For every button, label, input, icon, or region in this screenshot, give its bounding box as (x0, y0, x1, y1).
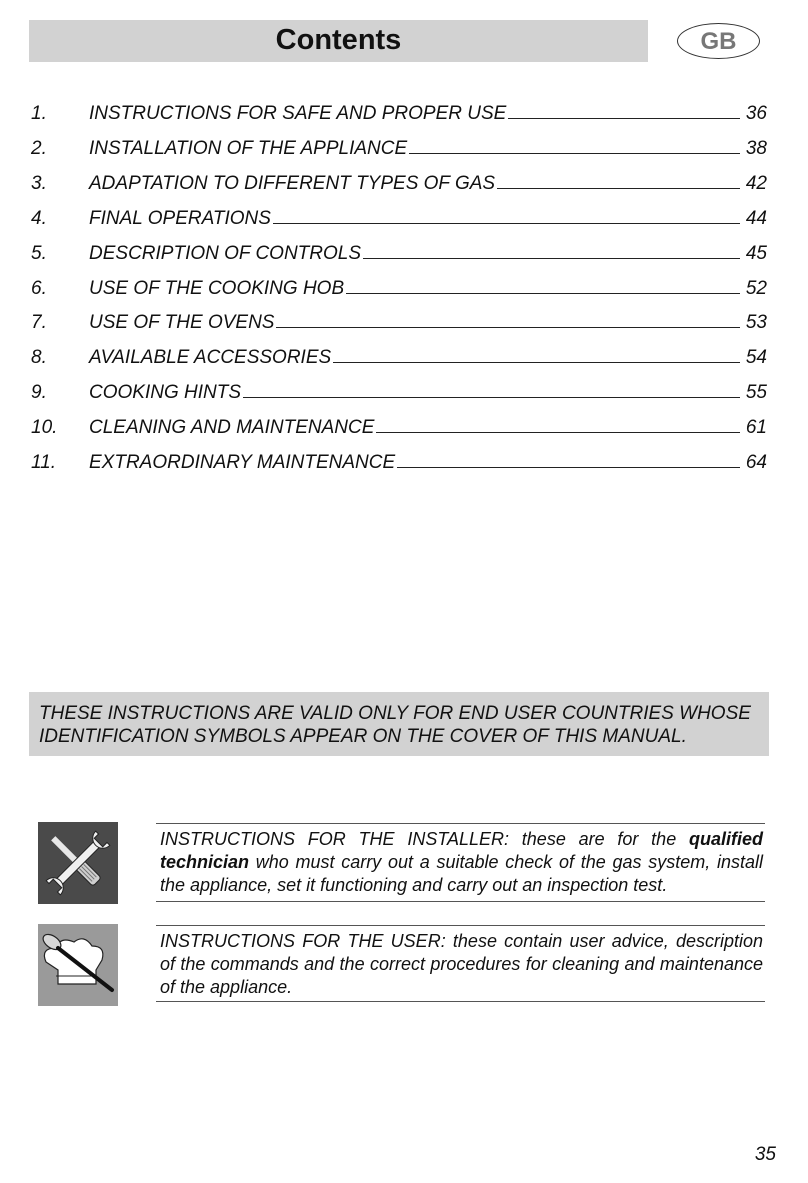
validity-notice: THESE INSTRUCTIONS ARE VALID ONLY FOR END USER COUNTRIES WHOSE IDENTIFICATION SYMBOLS APPEAR ON THE COVER OF THIS MANUAL. (29, 692, 769, 756)
toc-entry-body (89, 340, 767, 375)
toc-entry-number: 11. (31, 452, 57, 473)
toc-entry-body (89, 271, 767, 306)
toc-entry-page: 36 (745, 103, 767, 124)
installer-text-rest: who must carry out a suitable check of the gas system, install the appliance, set it functioning and carry out an inspection test. (160, 852, 763, 895)
wrench-screwdriver-icon (38, 822, 118, 904)
toc-leader-line (508, 96, 740, 119)
toc-entry (0, 340, 808, 375)
toc-entry-body (89, 96, 767, 131)
toc-entry-page: 45 (745, 242, 767, 264)
language-badge: GB (677, 23, 760, 59)
toc-entry-page: 53 (745, 312, 767, 334)
toc-leader-line (363, 236, 740, 259)
toc-leader-line (276, 305, 739, 328)
toc-entry-number: 9. (31, 382, 47, 404)
toc-entry-body (89, 131, 767, 166)
toc-entry (0, 410, 808, 445)
toc-entry (0, 445, 808, 480)
toc-entry-title: USE OF THE OVENS (89, 312, 275, 334)
toc-entry (0, 305, 808, 340)
toc-entry-number: 3. (31, 172, 47, 194)
toc-entry (0, 271, 808, 306)
toc-entry-title: AVAILABLE ACCESSORIES (89, 347, 332, 369)
toc-leader-line (243, 375, 740, 398)
toc-entry (0, 96, 808, 131)
toc-entry (0, 166, 808, 201)
toc-entry-title: EXTRAORDINARY MAINTENANCE (89, 452, 396, 473)
toc-entry-body (89, 166, 767, 201)
toc-entry (0, 131, 808, 166)
toc-entry-title: DESCRIPTION OF CONTROLS (89, 242, 362, 264)
toc-entry-page: 55 (745, 382, 767, 404)
toc-entry-number: 10. (31, 417, 58, 439)
toc-entry-title: FINAL OPERATIONS (89, 207, 271, 229)
toc-entry-body (89, 445, 767, 480)
toc-entry (0, 236, 808, 271)
toc-entry-number: 1. (31, 103, 47, 124)
toc-entry-title: CLEANING AND MAINTENANCE (89, 417, 375, 439)
toc-leader-line (273, 201, 740, 224)
installer-text-intro: INSTRUCTIONS FOR THE INSTALLER: these are for the (160, 829, 689, 849)
toc-entry-body (89, 201, 767, 236)
toc-entry (0, 375, 808, 410)
toc-entry-page: 64 (745, 452, 767, 473)
toc-entry-number: 7. (31, 312, 47, 334)
toc-entry-page: 42 (745, 172, 767, 194)
user-instructions: INSTRUCTIONS FOR THE USER: these contain user advice, description of the commands and the correct procedures for cleaning and maintenance of the appliance. (156, 925, 765, 1002)
installer-text-bold: qualified technician (160, 829, 763, 872)
toc-entry-page: 52 (745, 277, 767, 299)
toc-entry (0, 201, 808, 236)
toc-entry-title: USE OF THE COOKING HOB (89, 277, 345, 299)
toc-entry-body (89, 375, 767, 410)
toc-leader-line (409, 131, 740, 154)
toc-entry-page: 38 (745, 137, 767, 159)
toc-leader-line (333, 340, 740, 363)
installer-instructions (156, 823, 765, 902)
contents-header-bar (29, 20, 648, 62)
toc-entry-title: ADAPTATION TO DIFFERENT TYPES OF GAS (89, 172, 496, 194)
toc-entry-page: 54 (745, 347, 767, 369)
toc-entry-body (89, 236, 767, 271)
toc-leader-line (497, 166, 740, 189)
toc-leader-line (346, 271, 740, 294)
toc-entry-number: 5. (31, 242, 47, 264)
toc-entry-title: INSTRUCTIONS FOR SAFE AND PROPER USE (89, 103, 507, 124)
toc-entry-page: 44 (745, 207, 767, 229)
toc-entry-body (89, 305, 767, 340)
toc-entry-body (89, 410, 767, 445)
toc-entry-title: COOKING HINTS (89, 382, 242, 404)
page-title: Contents (275, 24, 402, 56)
toc-entry-number: 2. (31, 137, 47, 159)
toc-entry-number: 8. (31, 347, 47, 369)
toc-entry-number: 6. (31, 277, 47, 299)
toc-leader-line (397, 445, 740, 468)
page-number: 35 (754, 1144, 776, 1165)
toc-entry-page: 61 (745, 417, 767, 439)
toc-leader-line (376, 410, 739, 433)
toc-entry-title: INSTALLATION OF THE APPLIANCE (89, 137, 408, 159)
toc-entry-number: 4. (31, 207, 47, 229)
chef-hat-spoon-icon (38, 924, 118, 1006)
